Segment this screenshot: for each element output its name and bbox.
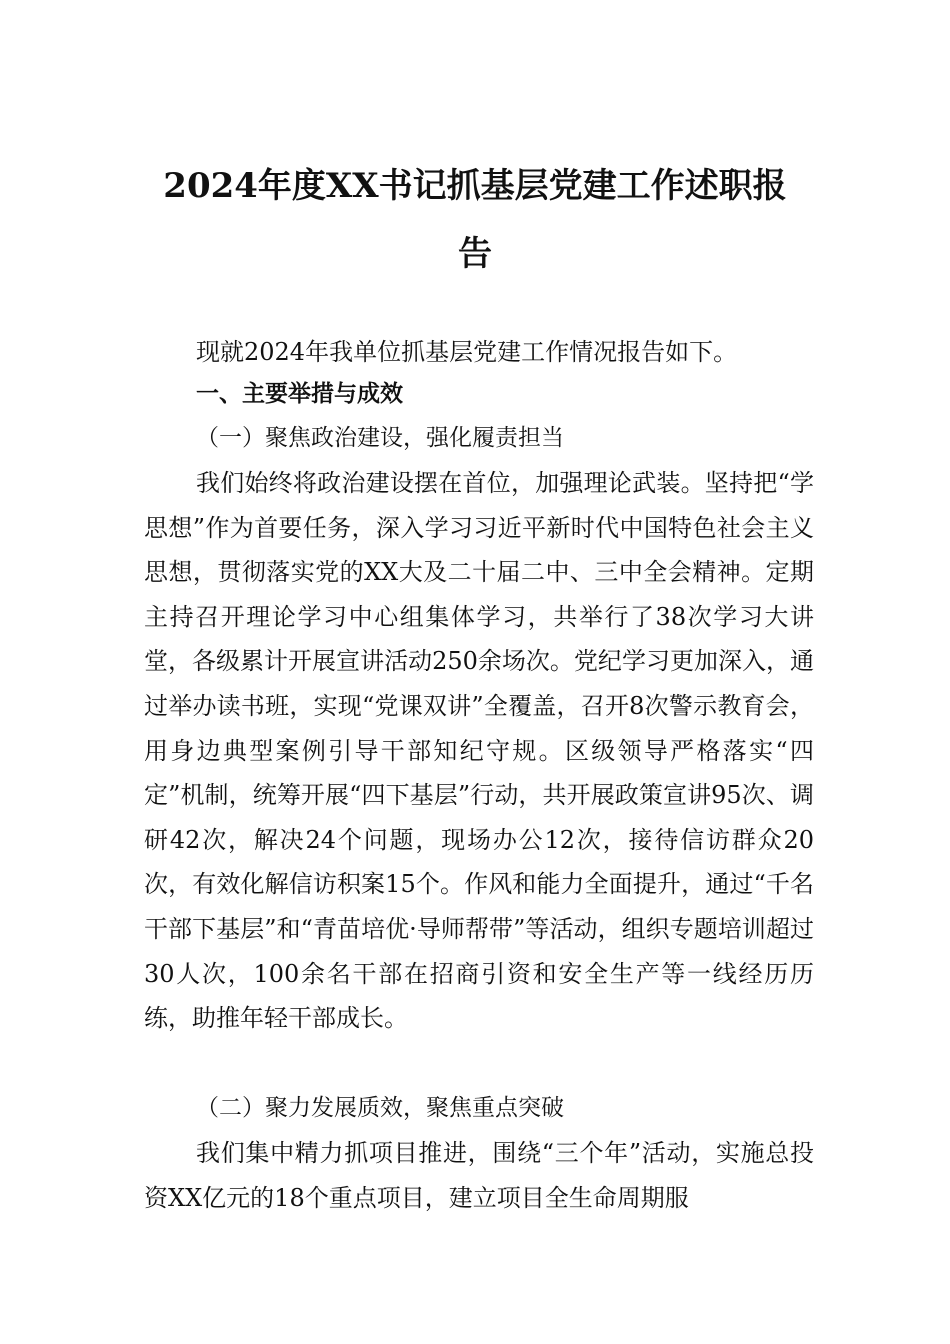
subsection-heading-development-quality: （二）聚力发展质效，聚焦重点突破 <box>196 1095 564 1121</box>
document-title-line-1: 2024年度XX书记抓基层党建工作述职报 <box>163 166 787 206</box>
body-paragraph-political-building: 我们始终将政治建设摆在首位，加强理论武装。坚持把“学思想”作为首要任务，深入学习习近平新时代中国特色社会主义思想，贯彻落实党的XX大及二十届二中、三中全会精神。定期主持召开理论学习中心组集体学习，共举行了38次学习大讲堂，各级累计开展宣讲活动250余场次。党纪学习更加深入，通过举办读书班，实现“党课双讲”全覆盖，召开8次警示教育会，用身边典型案例引导干部知纪守规。区级领导严格落实“四定”机制，统筹开展“四下基层”行动，共开展政策宣讲95次、调研42次，解决24个问题，现场办公12次，接待信访群众20次，有效化解信访积案15个。作风和能力全面提升，通过“千名干部下基层”和“青苗培优·导师帮带”等活动，组织专题培训超过30人次，100余名干部在招商引资和安全生产等一线经历历练，助推年轻干部成长。 <box>144 469 814 1033</box>
document-title-line-2: 告 <box>458 234 492 274</box>
subsection-heading-political-building: （一）聚焦政治建设，强化履责担当 <box>196 425 564 451</box>
body-paragraph-development-quality: 我们集中精力抓项目推进，围绕“三个年”活动，实施总投资XX亿元的18个重点项目，建立项目全生命周期服 <box>144 1139 814 1212</box>
section-heading-main-measures: 一、主要举措与成效 <box>196 381 403 407</box>
intro-paragraph: 现就2024年我单位抓基层党建工作情况报告如下。 <box>196 338 738 366</box>
